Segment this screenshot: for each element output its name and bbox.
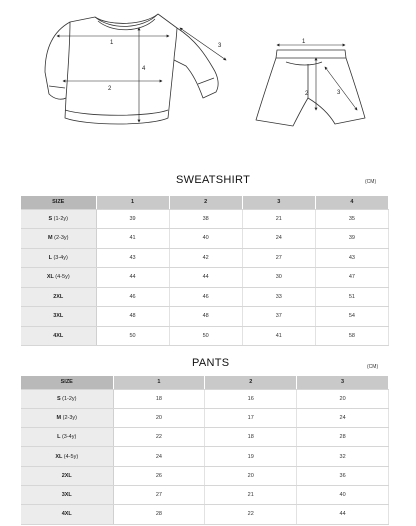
measurement-cell: 50 [169, 326, 242, 346]
pants-measure-lines [277, 45, 357, 110]
size-label [21, 447, 113, 466]
size-code: 2XL [53, 293, 64, 300]
measurement-cell: 26 [113, 466, 205, 485]
svg-text:1: 1 [302, 39, 306, 45]
size-age-range: (3-4y) [53, 254, 68, 261]
measurement-cell: 20 [205, 466, 297, 485]
measurement-cell: 46 [169, 287, 242, 307]
measurement-cell: 43 [315, 248, 388, 268]
measurement-cell: 47 [315, 268, 388, 288]
table-row [21, 326, 389, 346]
measurement-cell: 28 [113, 505, 205, 524]
size-label [21, 408, 113, 427]
svg-text:1: 1 [110, 40, 114, 46]
measurement-cell: 16 [205, 389, 297, 408]
table-row [21, 268, 389, 288]
size-label [21, 485, 113, 504]
measurement-cell: 24 [242, 229, 315, 249]
table-row [21, 229, 389, 249]
size-label [21, 268, 96, 288]
measurement-cell: 28 [297, 428, 389, 447]
measurement-cell: 58 [315, 326, 388, 346]
size-code: XL [55, 453, 63, 460]
measurement-cell: 21 [242, 209, 315, 229]
table-row [21, 389, 389, 408]
pants-unit: (CM) [367, 364, 379, 370]
size-code: S [56, 395, 61, 402]
header-size: SIZE [21, 196, 96, 209]
measurement-cell: 41 [242, 326, 315, 346]
size-code: 4XL [61, 511, 72, 518]
sweatshirt-title: SWEATSHIRT [176, 174, 251, 186]
svg-text:4: 4 [142, 66, 146, 72]
size-code: M [56, 414, 62, 421]
svg-text:3: 3 [337, 90, 341, 96]
measurement-cell: 41 [96, 229, 169, 249]
size-label [21, 209, 96, 229]
sweatshirt-measure-labels [108, 40, 222, 92]
svg-text:2: 2 [108, 86, 112, 92]
svg-text:2: 2 [305, 91, 309, 97]
measurement-cell: 18 [113, 389, 205, 408]
sweatshirt-size-table [21, 196, 389, 346]
size-label [21, 326, 96, 346]
header-col-2: 2 [205, 376, 297, 389]
measurement-cell: 40 [169, 229, 242, 249]
measurement-cell: 35 [315, 209, 388, 229]
sweatshirt-unit: (CM) [365, 179, 377, 185]
size-label [21, 229, 96, 249]
measurement-cell: 39 [315, 229, 388, 249]
size-label [21, 248, 96, 268]
sweatshirt-measure-lines [57, 28, 226, 122]
size-age-range: (1-2y) [53, 215, 69, 222]
size-code: XL [46, 274, 54, 281]
table-row [21, 248, 389, 268]
size-age-range: (3-4y) [61, 434, 77, 441]
header-col-1: 1 [113, 376, 205, 389]
table-row [21, 287, 389, 307]
measurement-cell: 32 [297, 447, 389, 466]
header-col-1: 1 [96, 196, 169, 209]
svg-text:3: 3 [218, 43, 222, 49]
size-label [21, 287, 96, 307]
header-col-4: 4 [315, 196, 388, 209]
size-age-range: (4-5y) [63, 453, 79, 460]
measurement-cell: 27 [113, 485, 205, 504]
measurement-cell: 40 [297, 485, 389, 504]
size-label [21, 389, 113, 408]
measurement-cell: 18 [205, 428, 297, 447]
size-code: 2XL [61, 472, 72, 479]
sweatshirt-illustration [45, 14, 218, 124]
table-row [21, 466, 389, 485]
measurement-cell: 42 [169, 248, 242, 268]
size-label [21, 307, 96, 327]
size-age-range: (1-2y) [62, 395, 77, 402]
measurement-cell: 19 [205, 447, 297, 466]
measurement-cell: 20 [297, 389, 389, 408]
measurement-cell: 24 [113, 447, 205, 466]
size-label [21, 428, 113, 447]
pants-illustration [256, 50, 365, 126]
table-row [21, 307, 389, 327]
pants-title: PANTS [192, 357, 230, 369]
table-row [21, 485, 389, 504]
measurement-cell: 38 [169, 209, 242, 229]
measurement-cell: 22 [113, 428, 205, 447]
table-row [21, 447, 389, 466]
measurement-cell: 20 [113, 408, 205, 427]
measurement-cell: 48 [96, 307, 169, 327]
table-header-row [21, 196, 389, 209]
measurement-cell: 46 [96, 287, 169, 307]
measurement-cell: 39 [96, 209, 169, 229]
table-row [21, 505, 389, 524]
header-col-3: 3 [297, 376, 389, 389]
measurement-cell: 44 [297, 505, 389, 524]
header-col-2: 2 [169, 196, 242, 209]
measurement-cell: 17 [205, 408, 297, 427]
measurement-cell: 21 [205, 485, 297, 504]
measurement-cell: 44 [96, 268, 169, 288]
table-row [21, 408, 389, 427]
measurement-diagram [0, 0, 416, 150]
measurement-cell: 44 [169, 268, 242, 288]
measurement-cell: 51 [315, 287, 388, 307]
measurement-cell: 50 [96, 326, 169, 346]
size-age-range: (2-3y) [54, 235, 69, 242]
measurement-cell: 48 [169, 307, 242, 327]
size-age-range: (2-3y) [62, 414, 77, 421]
size-code: L [57, 434, 61, 441]
size-code: L [48, 254, 52, 261]
measurement-cell: 37 [242, 307, 315, 327]
size-code: S [48, 215, 53, 222]
table-header-row [21, 376, 389, 389]
size-code: 3XL [61, 492, 72, 499]
measurement-cell: 36 [297, 466, 389, 485]
size-code: 3XL [53, 313, 64, 320]
size-code: M [48, 235, 53, 242]
table-row [21, 428, 389, 447]
table-row [21, 209, 389, 229]
header-col-3: 3 [242, 196, 315, 209]
measurement-cell: 24 [297, 408, 389, 427]
measurement-cell: 30 [242, 268, 315, 288]
size-age-range: (4-5y) [55, 274, 70, 281]
measurement-cell: 54 [315, 307, 388, 327]
size-label [21, 505, 113, 524]
measurement-cell: 27 [242, 248, 315, 268]
header-size: SIZE [21, 376, 113, 389]
pants-size-table [21, 376, 389, 525]
measurement-cell: 43 [96, 248, 169, 268]
size-code: 4XL [53, 332, 64, 339]
size-label [21, 466, 113, 485]
measurement-cell: 22 [205, 505, 297, 524]
measurement-cell: 33 [242, 287, 315, 307]
